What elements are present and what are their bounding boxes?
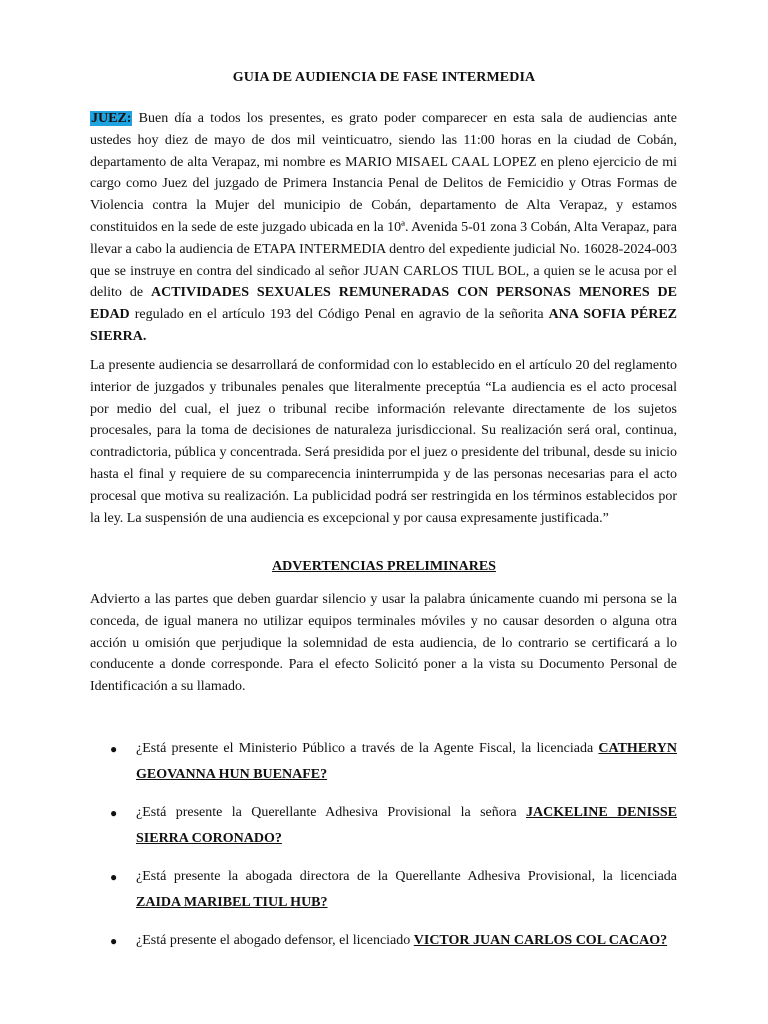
list-item (90, 928, 677, 954)
question-text: ¿Está presente el Ministerio Público a través de la Agente Fiscal, la licenciada (136, 741, 599, 756)
crime-name: ACTIVIDADES SEXUALES REMUNERADAS CON PERSONAS MENORES DE EDAD (90, 285, 677, 323)
intro-text-1: Buen día a todos los presentes, es grato poder comparecer en esta sala de audiencias ante ustedes hoy diez de mayo de dos mil veinticuatro, siendo las 11:00 horas en la ciudad de Cobán, departamento de alta Verapaz, mi nombre es MARIO MISAEL CAAL LOPEZ en pleno ejercicio de mi cargo como Juez del juzgado de Primera Instancia Penal de Delitos de Femicidio y Otras Formas de Violencia contra la Mujer del municipio de Cobán, departamento de Alta Verapaz, y estamos constituidos en la sede de este juzgado ubicada en la 10ª. Avenida 5-01 zona 3 Cobán, Alta Verapaz, para llevar a cabo la audiencia de ETAPA INTERMEDIA dentro del expediente judicial No. 16028-2024-003 que se instruye en contra del sindicado al señor JUAN CARLOS TIUL BOL, a quien se le acusa por el delito de (90, 111, 677, 301)
attendance-questions-list (90, 736, 677, 966)
list-item (90, 864, 677, 916)
bullet-icon: ● (110, 742, 118, 756)
question-text: ¿Está presente el abogado defensor, el licenciado (136, 933, 414, 948)
section-heading: ADVERTENCIAS PRELIMINARES (272, 559, 496, 574)
person-name: VICTOR JUAN CARLOS COL CACAO? (413, 933, 668, 948)
intro-text-2: regulado en el artículo 193 del Código Penal en agravio de la señorita (129, 307, 549, 323)
person-name: ZAIDA MARIBEL TIUL HUB? (136, 895, 328, 910)
bullet-icon: ● (110, 806, 118, 820)
question-text: ¿Está presente la Querellante Adhesiva Provisional la señora (136, 805, 526, 820)
bullet-icon: ● (110, 934, 118, 948)
regulation-paragraph: La presente audiencia se desarrollará de conformidad con lo establecido en el artículo 20 del reglamento interior de juzgados y tribunales penales que literalmente preceptúa “La audiencia es el acto procesal por medio del cual, el juez o tribunal recibe información relevante directamente de los sujetos procesales, para la toma de decisiones de naturaleza jurisdiccional. Su realización será oral, continua, contradictoria, pública y concentrada. Será presidida por el juez o presidente del tribunal, desde su inicio hasta el final y requiere de su comparecencia ininterrumpida y de las personas necesarias para el acto procesal que motiva su realización. La publicidad podrá ser restringida en los términos establecidos por la ley. La suspensión de una audiencia es excepcional y por causa expresamente justificada.” (90, 358, 677, 526)
person-name: CATHERYN GEOVANNA HUN BUENAFE? (136, 741, 677, 782)
document-title: GUIA DE AUDIENCIA DE FASE INTERMEDIA (232, 70, 536, 85)
list-item (90, 736, 677, 788)
warnings-paragraph: Advierto a las partes que deben guardar silencio y usar la palabra únicamente cuando mi persona se la conceda, de igual manera no utilizar equipos terminales móviles y no causar desorden o alguna otra acción u omisión que perjudique la solemnidad de esta audiencia, de lo contrario se certificará a lo conducente a donde corresponde. Para el efecto Solicitó poner a la vista su Documento Personal de Identificación a su llamado. (90, 592, 677, 695)
victim-name: ANA SOFIA PÉREZ SIERRA. (90, 307, 677, 344)
bullet-icon: ● (110, 870, 118, 884)
question-text: ¿Está presente la abogada directora de la Querellante Adhesiva Provisional, la licenciada (136, 869, 677, 884)
speaker-label-highlight: JUEZ: (91, 111, 132, 126)
list-item (90, 800, 677, 852)
intro-paragraph (90, 108, 677, 348)
person-name: JACKELINE DENISSE SIERRA CORONADO? (136, 805, 677, 846)
